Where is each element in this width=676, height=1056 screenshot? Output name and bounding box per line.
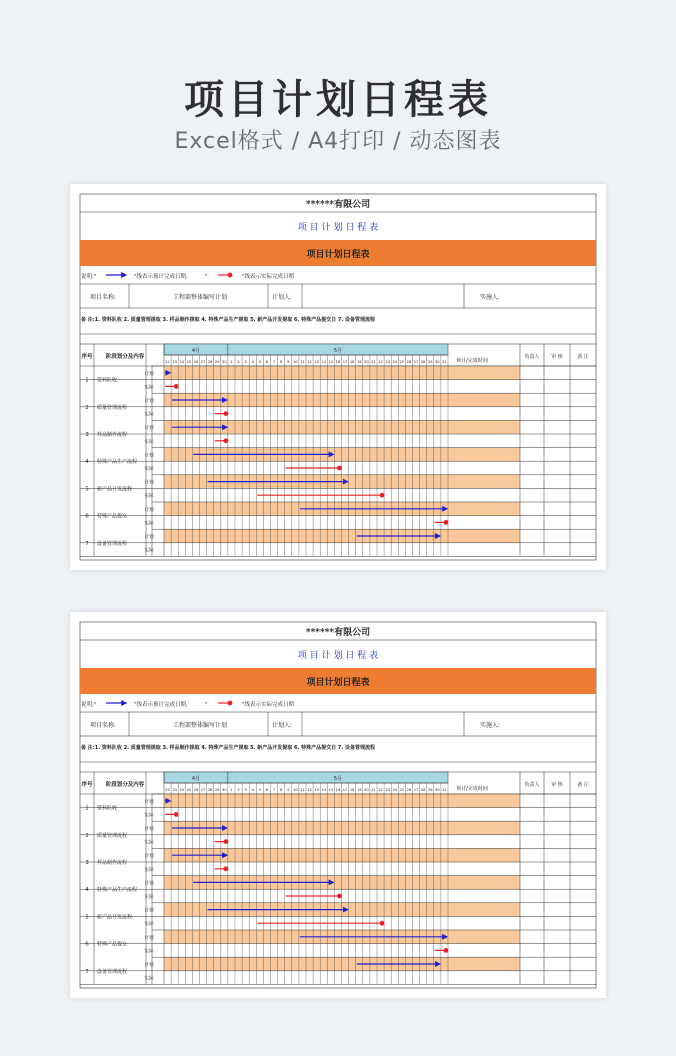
day-number: 11 <box>300 360 305 364</box>
project-name-value: 工程部整体编写计划 <box>172 722 228 729</box>
header-review: 审 核 <box>551 782 563 788</box>
task-name: 特殊产品提交 <box>97 513 128 520</box>
day-number: 1 <box>230 360 233 364</box>
task-name: 设备管理流程 <box>97 540 128 547</box>
plan-label: 计划 <box>144 799 154 805</box>
plan-label: 计划 <box>144 535 154 540</box>
task-number: 4 <box>85 459 89 466</box>
day-number: 1 <box>230 788 233 792</box>
actual-label: 实际 <box>144 412 154 418</box>
header-expected: 预计/完成时间 <box>456 358 488 364</box>
day-number: 2 <box>237 360 240 364</box>
day-number: 6 <box>265 788 269 792</box>
day-number: 16 <box>335 360 341 364</box>
day-number: 27 <box>413 360 419 364</box>
day-number: 8 <box>280 360 283 364</box>
day-number: 9 <box>287 788 290 792</box>
day-number: 18 <box>349 360 355 364</box>
day-number: 7 <box>272 360 276 364</box>
day-number: 4 <box>251 788 254 792</box>
header-stage: 阶段划分及内容 <box>105 354 145 360</box>
day-number: 17 <box>342 360 348 364</box>
month-label-may: 5月 <box>333 776 343 782</box>
day-number: 25 <box>399 788 405 792</box>
actual-label: 实际 <box>144 385 154 391</box>
day-number: 21 <box>371 788 376 792</box>
day-number: 23 <box>172 360 177 364</box>
day-number: 11 <box>300 788 305 792</box>
day-number: 15 <box>328 788 334 792</box>
day-number: 15 <box>328 360 334 364</box>
plan-label: 计划 <box>144 453 154 459</box>
day-number: 28 <box>420 360 426 364</box>
actual-label: 实际 <box>144 840 154 846</box>
task-name: 特殊产品提交 <box>97 941 128 948</box>
actual-label: 实际 <box>144 976 154 982</box>
month-label-april: 4月 <box>191 348 201 354</box>
day-number: 28 <box>420 788 426 792</box>
actual-label: 实际 <box>144 494 154 500</box>
company-name: ******有限公司 <box>305 200 371 210</box>
project-name-label: 项目名称: <box>90 294 117 301</box>
plan-row-band <box>164 957 520 971</box>
plan-label: 计划 <box>144 963 154 968</box>
header-remark: 备 注 <box>577 782 589 788</box>
actual-label: 实际 <box>144 813 154 819</box>
day-number: 28 <box>207 788 213 792</box>
day-number: 18 <box>349 788 355 792</box>
day-number: 24 <box>179 788 185 792</box>
day-number: 2 <box>237 788 240 792</box>
remarks-note: 备 注:1. 资料队收 2. 质量管理提取 3. 样品制作提取 4. 特殊产品生产提取 5. 新产品开发提取 6. 特殊产品提交日 7. 设备管理流程 <box>81 317 376 323</box>
day-number: 23 <box>385 788 390 792</box>
hero-title: 项目计划日程表 <box>184 77 492 123</box>
legend-actual-prefix: " <box>205 702 208 708</box>
day-number: 31 <box>442 788 447 792</box>
plan-label: 计划 <box>144 480 154 486</box>
day-number: 22 <box>165 360 170 364</box>
day-number: 23 <box>385 360 390 364</box>
legend-actual-prefix: " <box>205 274 208 280</box>
day-number: 30 <box>222 788 227 792</box>
task-name: 特殊产品生产流程 <box>97 459 138 466</box>
remarks-note: 备 注:1. 资料队收 2. 质量管理提取 3. 样品制作提取 4. 特殊产品生产提取 5. 新产品开发提取 6. 特殊产品提交日 7. 设备管理流程 <box>81 745 376 751</box>
spreadsheet-preview-2 <box>70 612 606 998</box>
day-number: 14 <box>321 360 327 364</box>
month-label-april: 4月 <box>191 776 201 782</box>
task-name: 资料队收 <box>97 377 118 384</box>
day-number: 13 <box>314 788 319 792</box>
actual-label: 实际 <box>144 922 154 928</box>
day-number: 27 <box>200 788 206 792</box>
day-number: 24 <box>179 360 185 364</box>
project-name-value: 工程部整体编写计划 <box>172 294 228 301</box>
day-number: 21 <box>371 360 376 364</box>
sheet-grid <box>70 612 606 998</box>
sheet-grid <box>70 184 606 570</box>
plan-label: 计划 <box>144 908 154 914</box>
day-number: 25 <box>186 788 192 792</box>
header-remark: 备 注 <box>577 354 589 360</box>
plan-label: 计划 <box>144 881 154 887</box>
task-name: 样品制作流程 <box>97 432 128 438</box>
day-number: 10 <box>293 360 298 364</box>
day-number: 24 <box>392 788 398 792</box>
hero-subtitle: Excel格式 / A4打印 / 动态图表 <box>174 129 502 154</box>
project-name-label: 项目名称: <box>90 722 117 729</box>
day-number: 26 <box>406 788 412 792</box>
day-number: 3 <box>244 360 247 364</box>
task-number: 3 <box>85 860 89 866</box>
day-number: 23 <box>172 788 177 792</box>
plan-label: 计划 <box>144 507 154 513</box>
implementer-label: 实施人: <box>480 722 501 729</box>
day-number: 30 <box>435 788 440 792</box>
planner-label: 计划人: <box>272 722 293 729</box>
actual-label: 实际 <box>144 439 154 445</box>
day-number: 26 <box>406 360 412 364</box>
task-name: 特殊产品生产流程 <box>97 887 138 894</box>
task-number: 5 <box>85 486 89 493</box>
day-number: 7 <box>272 788 276 792</box>
day-number: 20 <box>364 788 369 792</box>
plan-row-band <box>164 366 520 380</box>
day-number: 30 <box>435 360 440 364</box>
plan-label: 计划 <box>144 426 154 432</box>
month-label-may: 5月 <box>333 348 343 354</box>
implementer-label: 实施人: <box>480 294 501 301</box>
plan-label: 计划 <box>144 854 154 860</box>
plan-row-band <box>164 794 520 808</box>
task-number: 7 <box>85 540 89 547</box>
actual-label: 实际 <box>144 521 154 527</box>
day-number: 6 <box>265 360 269 364</box>
task-number: 7 <box>85 968 89 975</box>
day-number: 12 <box>307 360 312 364</box>
spreadsheet-preview-1 <box>70 184 606 570</box>
actual-label: 实际 <box>144 949 154 955</box>
title-bar-text: 项目计划日程表 <box>306 250 370 260</box>
plan-label: 计划 <box>144 371 154 377</box>
planner-label: 计划人: <box>272 294 293 301</box>
header-review: 审 核 <box>551 354 563 360</box>
day-number: 22 <box>165 788 170 792</box>
task-number: 2 <box>85 832 89 839</box>
legend-plan-text: "线表示预计完成日期, <box>134 702 188 708</box>
day-number: 20 <box>364 360 369 364</box>
legend-plan-prefix: 说明:" <box>81 702 97 708</box>
legend-actual-text: "线表示实际完成日期 <box>242 702 295 708</box>
task-number: 4 <box>85 887 89 894</box>
day-number: 30 <box>222 360 227 364</box>
day-number: 13 <box>314 360 319 364</box>
day-number: 26 <box>193 360 199 364</box>
day-number: 28 <box>207 360 213 364</box>
day-number: 14 <box>321 788 327 792</box>
task-number: 6 <box>85 513 89 520</box>
task-number: 2 <box>85 404 89 411</box>
day-number: 27 <box>200 360 206 364</box>
day-number: 19 <box>356 360 362 364</box>
legend-plan-prefix: 说明:" <box>81 274 97 280</box>
legend-actual-text: "线表示实际完成日期 <box>242 274 295 280</box>
day-number: 19 <box>356 788 362 792</box>
plan-row-band <box>164 529 520 543</box>
header-owner: 负责人 <box>524 782 540 788</box>
header-no: 序号 <box>81 782 93 788</box>
header-owner: 负责人 <box>524 354 540 360</box>
day-number: 29 <box>427 788 433 792</box>
task-name: 质量管理流程 <box>97 404 128 411</box>
legend-plan-text: "线表示预计完成日期, <box>134 274 188 280</box>
day-number: 25 <box>186 360 192 364</box>
task-number: 6 <box>85 941 89 948</box>
day-number: 31 <box>442 360 447 364</box>
task-name: 样品制作流程 <box>97 860 128 866</box>
header-expected: 预计/完成时间 <box>456 786 488 792</box>
plan-label: 计划 <box>144 935 154 941</box>
day-number: 9 <box>287 360 290 364</box>
task-number: 5 <box>85 914 89 921</box>
plan-label: 计划 <box>144 827 154 832</box>
day-number: 10 <box>293 788 298 792</box>
task-name: 设备管理流程 <box>97 968 128 975</box>
task-name: 新产品开发流程 <box>97 486 133 493</box>
day-number: 8 <box>280 788 283 792</box>
plan-label: 计划 <box>144 399 154 404</box>
day-number: 27 <box>413 788 419 792</box>
day-number: 16 <box>335 788 341 792</box>
task-number: 1 <box>85 805 89 812</box>
sheet-title: 项 目 计 划 日 程 表 <box>297 223 379 233</box>
day-number: 22 <box>378 360 383 364</box>
day-number: 29 <box>214 360 220 364</box>
day-number: 3 <box>244 788 247 792</box>
header-stage: 阶段划分及内容 <box>105 782 145 788</box>
day-number: 25 <box>399 360 405 364</box>
task-name: 质量管理流程 <box>97 832 128 839</box>
task-name: 资料队收 <box>97 805 118 812</box>
day-number: 17 <box>342 788 348 792</box>
day-number: 4 <box>251 360 254 364</box>
company-name: ******有限公司 <box>305 628 371 638</box>
day-number: 26 <box>193 788 199 792</box>
header-no: 序号 <box>81 354 93 360</box>
task-number: 1 <box>85 377 89 384</box>
task-name: 新产品开发流程 <box>97 914 133 921</box>
day-number: 5 <box>258 788 261 792</box>
day-number: 29 <box>427 360 433 364</box>
actual-label: 实际 <box>144 467 154 472</box>
day-number: 29 <box>214 788 220 792</box>
actual-label: 实际 <box>144 895 154 900</box>
title-bar-text: 项目计划日程表 <box>306 678 370 688</box>
task-number: 3 <box>85 432 89 438</box>
actual-label: 实际 <box>144 867 154 873</box>
day-number: 22 <box>378 788 383 792</box>
actual-label: 实际 <box>144 548 154 554</box>
day-number: 12 <box>307 788 312 792</box>
day-number: 24 <box>392 360 398 364</box>
day-number: 5 <box>258 360 261 364</box>
sheet-title: 项 目 计 划 日 程 表 <box>297 651 379 661</box>
